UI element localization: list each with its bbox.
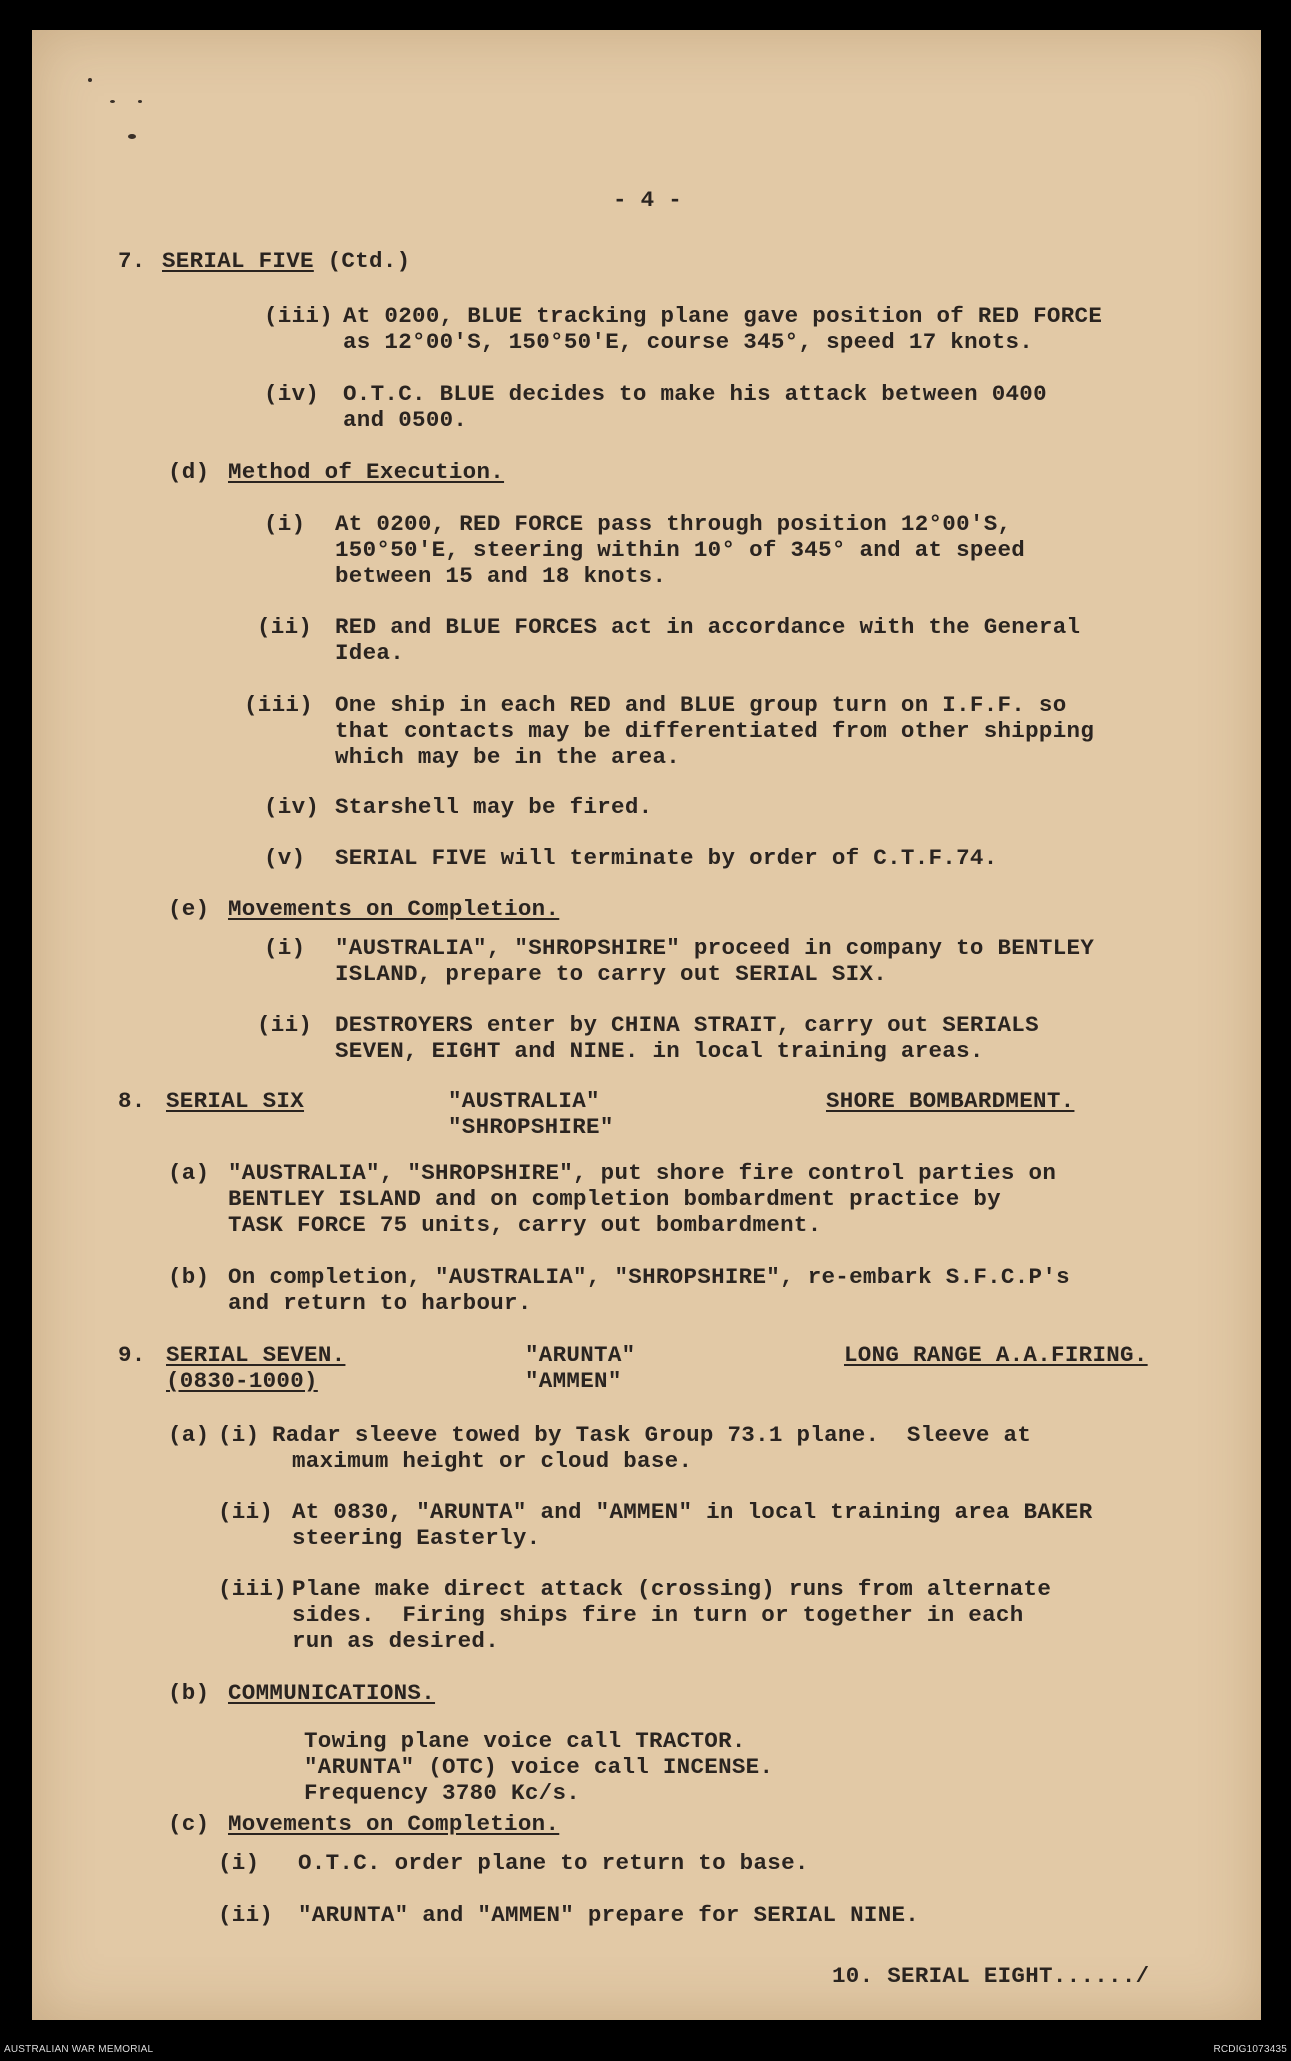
text-line: DESTROYERS enter by CHINA STRAIT, carry out SERIALS bbox=[335, 1012, 1039, 1038]
text-line: RED and BLUE FORCES act in accordance with the General bbox=[335, 614, 1081, 640]
subsection-label: (a) bbox=[168, 1422, 210, 1448]
item-number: (v) bbox=[264, 845, 306, 871]
section-9-time: (0830-1000) bbox=[166, 1368, 318, 1394]
item-number: (iii) bbox=[218, 1576, 288, 1602]
section-8-title: SHORE BOMBARDMENT. bbox=[826, 1088, 1075, 1114]
text-line: At 0830, "ARUNTA" and "AMMEN" in local training area BAKER bbox=[292, 1499, 1093, 1525]
text-line: SERIAL FIVE will terminate by order of C.T.F.74. bbox=[335, 845, 998, 871]
text-line: as 12°00'S, 150°50'E, course 345°, speed 17 knots. bbox=[343, 329, 1034, 355]
text-line: run as desired. bbox=[292, 1628, 500, 1654]
catchword: 10. SERIAL EIGHT....../ bbox=[832, 1963, 1150, 1989]
text-line: ISLAND, prepare to carry out SERIAL SIX. bbox=[335, 961, 888, 987]
text-line: One ship in each RED and BLUE group turn on I.F.F. so bbox=[335, 692, 1067, 718]
text-line: which may be in the area. bbox=[335, 744, 681, 770]
archive-credit: AUSTRALIAN WAR MEMORIAL bbox=[4, 2044, 154, 2055]
item-number: (ii) bbox=[218, 1902, 274, 1928]
text-line: "AUSTRALIA", "SHROPSHIRE" proceed in company to BENTLEY bbox=[335, 935, 1095, 961]
item-number: (i) bbox=[264, 935, 306, 961]
section-7-heading bbox=[162, 248, 410, 274]
ink-speck bbox=[110, 100, 115, 103]
text-line: "ARUNTA" (OTC) voice call INCENSE. bbox=[304, 1754, 774, 1780]
section-9-heading: SERIAL SEVEN. bbox=[166, 1342, 346, 1368]
item-number: (ii) bbox=[218, 1499, 274, 1525]
text-line: maximum height or cloud base. bbox=[292, 1448, 693, 1474]
section-7-heading-suffix: (Ctd.) bbox=[313, 248, 411, 274]
section-8-heading: SERIAL SIX bbox=[166, 1088, 305, 1114]
subsection-label: (d) bbox=[168, 459, 210, 485]
archive-id: RCDIG1073435 bbox=[1213, 2044, 1287, 2055]
subsection-label: (a) bbox=[168, 1160, 210, 1186]
item-number: (i) bbox=[264, 511, 306, 537]
item-number: (iv) bbox=[264, 794, 320, 820]
text-line: At 0200, RED FORCE pass through position 12°00'S, bbox=[335, 511, 1012, 537]
text-line: O.T.C. order plane to return to base. bbox=[298, 1850, 809, 1876]
text-line: "ARUNTA" and "AMMEN" prepare for SERIAL NINE. bbox=[298, 1902, 920, 1928]
text-line: between 15 and 18 knots. bbox=[335, 563, 667, 589]
section-8-number: 8. bbox=[118, 1088, 146, 1114]
text-line: 150°50'E, steering within 10° of 345° and at speed bbox=[335, 537, 1026, 563]
item-number: (ii) bbox=[257, 614, 313, 640]
item-number: (i) bbox=[218, 1422, 260, 1448]
item-number: (i) bbox=[218, 1850, 260, 1876]
text-line: and return to harbour. bbox=[228, 1290, 532, 1316]
subsection-heading: Movements on Completion. bbox=[228, 896, 560, 922]
ship-name: "AUSTRALIA" bbox=[448, 1088, 600, 1114]
subsection-label: (b) bbox=[168, 1680, 210, 1706]
item-number: (iii) bbox=[244, 692, 314, 718]
ink-speck bbox=[88, 78, 92, 82]
ink-speck bbox=[138, 100, 142, 103]
text-line: Plane make direct attack (crossing) runs from alternate bbox=[292, 1576, 1052, 1602]
text-line: steering Easterly. bbox=[292, 1525, 541, 1551]
text-line: and 0500. bbox=[343, 407, 468, 433]
text-line: Frequency 3780 Kc/s. bbox=[304, 1780, 581, 1806]
page-number: - 4 - bbox=[613, 187, 683, 213]
item-number: (iii) bbox=[264, 303, 334, 329]
subsection-label: (b) bbox=[168, 1264, 210, 1290]
ink-speck bbox=[128, 134, 136, 139]
item-number: (iv) bbox=[264, 381, 320, 407]
text-line: SEVEN, EIGHT and NINE. in local training areas. bbox=[335, 1038, 984, 1064]
subsection-heading: Method of Execution. bbox=[228, 459, 505, 485]
item-number: (ii) bbox=[257, 1012, 313, 1038]
text-line: BENTLEY ISLAND and on completion bombardment practice by bbox=[228, 1186, 1001, 1212]
text-line: Idea. bbox=[335, 640, 405, 666]
ship-name: "AMMEN" bbox=[525, 1368, 622, 1394]
text-line: Starshell may be fired. bbox=[335, 794, 653, 820]
subsection-heading: COMMUNICATIONS. bbox=[228, 1680, 436, 1706]
ship-name: "ARUNTA" bbox=[525, 1342, 636, 1368]
ship-name: "SHROPSHIRE" bbox=[448, 1114, 614, 1140]
text-line: Radar sleeve towed by Task Group 73.1 plane. Sleeve at bbox=[272, 1422, 1032, 1448]
text-line: O.T.C. BLUE decides to make his attack between 0400 bbox=[343, 381, 1047, 407]
subsection-label: (c) bbox=[168, 1811, 210, 1837]
text-line: sides. Firing ships fire in turn or together in each bbox=[292, 1602, 1024, 1628]
text-line: "AUSTRALIA", "SHROPSHIRE", put shore fire control parties on bbox=[228, 1160, 1057, 1186]
text-line: On completion, "AUSTRALIA", "SHROPSHIRE", re-embark S.F.C.P's bbox=[228, 1264, 1070, 1290]
text-line: Towing plane voice call TRACTOR. bbox=[304, 1728, 746, 1754]
subsection-heading: Movements on Completion. bbox=[228, 1811, 560, 1837]
document-page bbox=[32, 30, 1261, 2020]
section-9-number: 9. bbox=[118, 1342, 146, 1368]
section-7-heading-text: SERIAL FIVE bbox=[162, 248, 314, 274]
section-7-number: 7. bbox=[118, 248, 146, 274]
text-line: At 0200, BLUE tracking plane gave position of RED FORCE bbox=[343, 303, 1103, 329]
text-line: that contacts may be differentiated from other shipping bbox=[335, 718, 1095, 744]
text-line: TASK FORCE 75 units, carry out bombardment. bbox=[228, 1212, 822, 1238]
subsection-label: (e) bbox=[168, 896, 210, 922]
section-9-title: LONG RANGE A.A.FIRING. bbox=[844, 1342, 1148, 1368]
